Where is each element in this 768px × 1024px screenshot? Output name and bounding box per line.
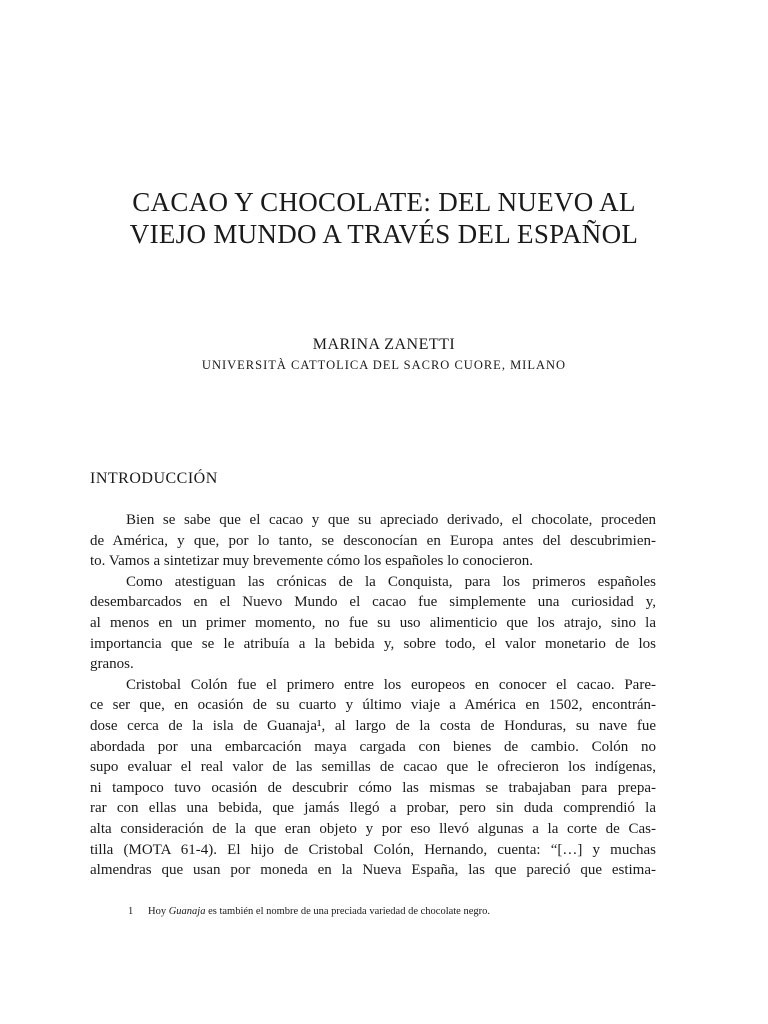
footnote — [128, 906, 648, 917]
body-line: alta consideración de la que eran objeto y por eso llevó algunas a la corte de Cas- — [90, 820, 656, 837]
article-title — [60, 186, 708, 250]
body-line: ni tampoco tuvo ocasión de descubrir cómo las mismas se trabajaban para prepa- — [90, 779, 656, 796]
body-line: tilla (MOTA 61-4). El hijo de Cristobal Colón, Hernando, cuenta: “[…] y muchas — [90, 841, 656, 858]
body-text — [90, 510, 656, 881]
body-line: importancia que se le atribuía a la bebida y, sobre todo, el valor monetario de los — [90, 635, 656, 652]
body-line: dose cerca de la isla de Guanaja¹, al largo de la costa de Honduras, su nave fue — [90, 717, 656, 734]
section-heading: INTRODUCCIÓN — [90, 470, 218, 487]
body-line: de América, y que, por lo tanto, se desconocían en Europa antes del descubrimien- — [90, 532, 656, 549]
body-line: desembarcados en el Nuevo Mundo el cacao fue simplemente una curiosidad y, — [90, 594, 656, 611]
body-line: granos. — [90, 656, 134, 673]
footnote-text-prefix: Hoy — [148, 906, 169, 917]
footnote-text-suffix: es también el nombre de una preciada variedad de chocolate negro. — [205, 906, 491, 917]
body-line: ce ser que, en ocasión de su cuarto y último viaje a América en 1502, encontrán- — [90, 697, 656, 714]
body-line: al menos en un primer momento, no fue su uso alimenticio que los atrajo, sino la — [90, 614, 656, 631]
author-affiliation: UNIVERSITÀ CATTOLICA DEL SACRO CUORE, MILANO — [201, 358, 567, 372]
footnote-italic-term: Guanaja — [168, 906, 206, 917]
body-line: Como atestiguan las crónicas de la Conquista, para los primeros españoles — [126, 573, 656, 590]
body-line: Cristobal Colón fue el primero entre los europeos en conocer el cacao. Pare- — [126, 676, 656, 693]
body-line: supo evaluar el real valor de las semillas de cacao que le ofrecieron los indígenas, — [90, 759, 656, 776]
body-line: rar con ellas una bebida, que jamás llegó a probar, pero sin duda comprendió la — [90, 800, 656, 817]
footnote-number: 1 — [128, 906, 134, 917]
body-line: Bien se sabe que el cacao y que su apreciado derivado, el chocolate, proceden — [126, 512, 656, 528]
author-name: MARINA ZANETTI — [312, 336, 456, 353]
title-line-1: CACAO Y CHOCOLATE: DEL NUEVO AL — [132, 187, 636, 217]
title-line-2: VIEJO MUNDO A TRAVÉS DEL ESPAÑOL — [129, 219, 639, 249]
body-line: almendras que usan por moneda en la Nueva España, las que pareció que estima- — [90, 862, 656, 879]
body-line: to. Vamos a sintetizar muy brevemente cómo los españoles lo conocieron. — [90, 553, 533, 570]
body-line: abordada por una embarcación maya cargada con bienes de cambio. Colón no — [90, 738, 656, 755]
